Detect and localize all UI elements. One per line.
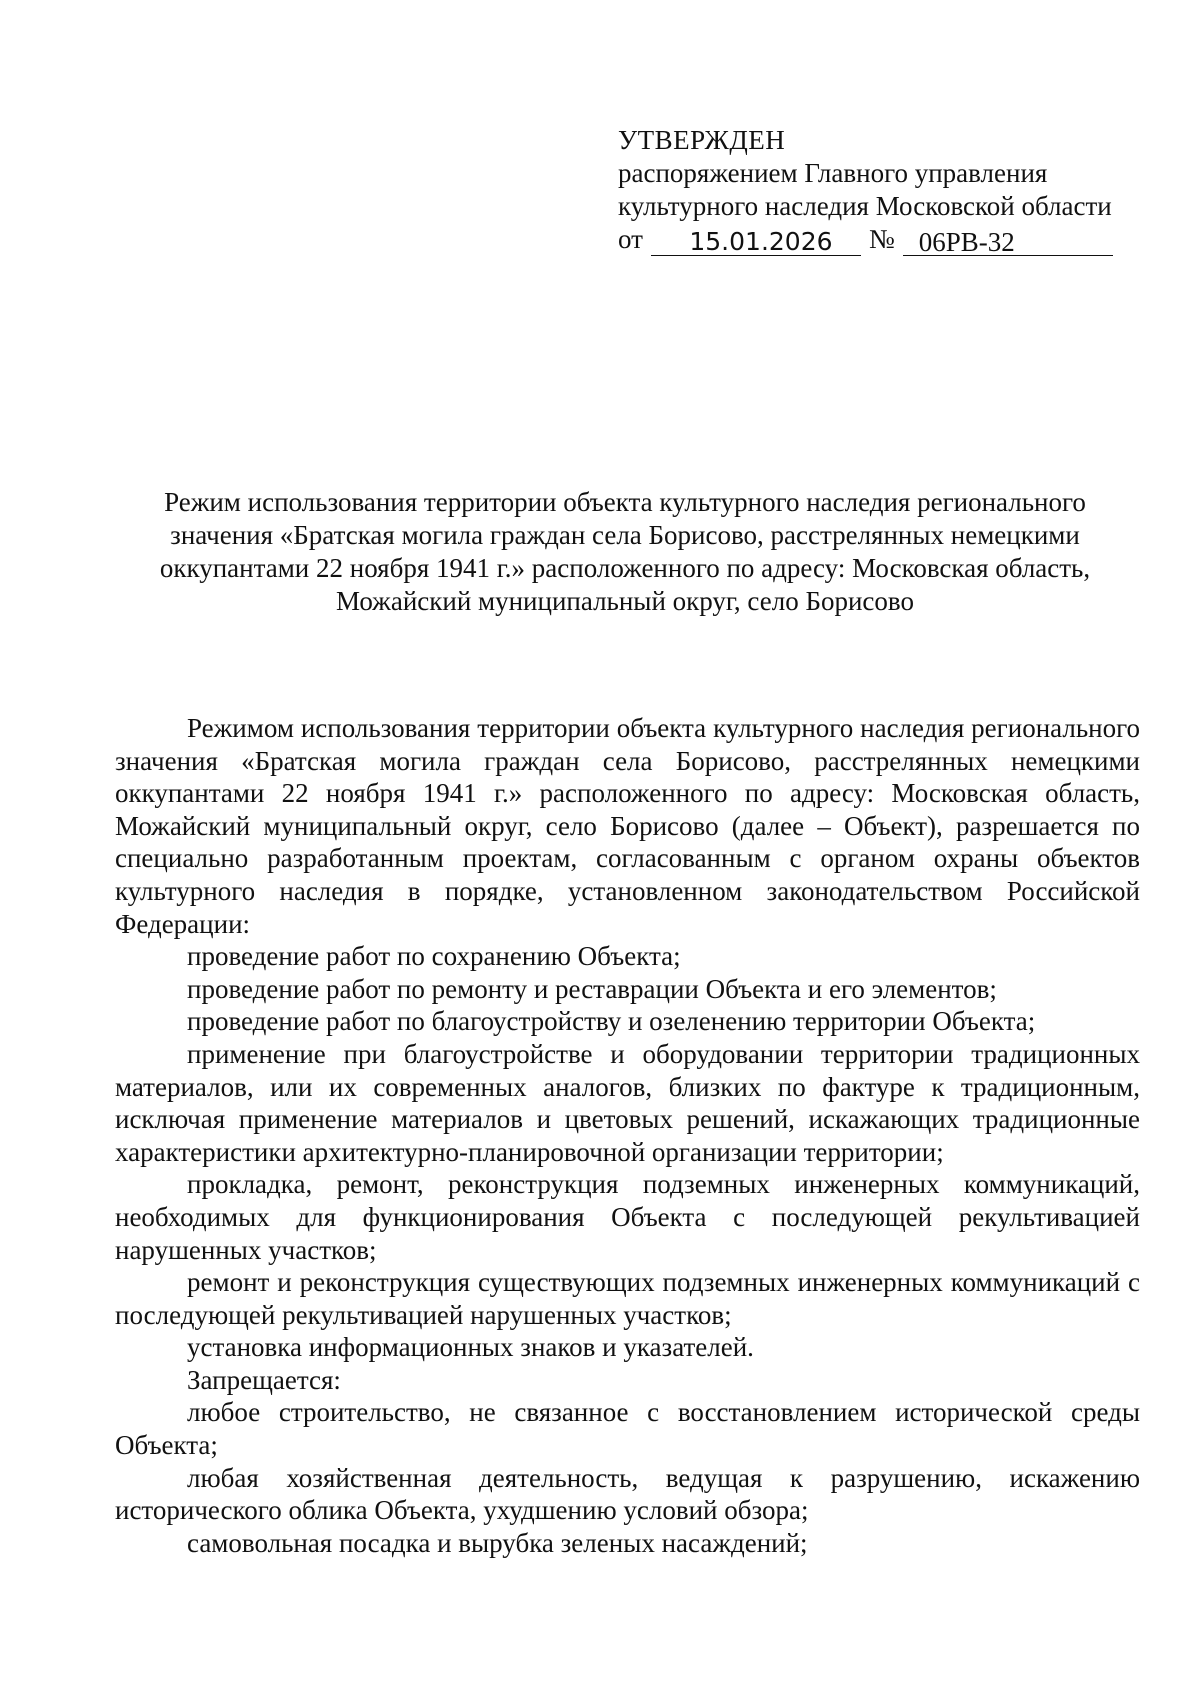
list-item: установка информационных знаков и указателей.	[187, 1332, 754, 1363]
list-item: ремонт и реконструкция существующих подземных инженерных коммуникаций с последующей рекультивацией нарушенных участков;	[115, 1267, 1140, 1330]
approval-block	[618, 124, 1138, 256]
list-item: прокладка, ремонт, реконструкция подземных инженерных коммуникаций, необходимых для функционирования Объекта с последующей рекультивацией нарушенных участков;	[115, 1169, 1140, 1265]
approval-number: 06РВ-32	[903, 229, 1113, 256]
approval-date: 15.01.2026	[651, 229, 861, 256]
list-item: любое строительство, не связанное с восстановлением исторической среды Объекта;	[115, 1397, 1140, 1461]
list-item: самовольная посадка и вырубка зеленых насаждений;	[187, 1527, 808, 1558]
document-title: Режим использования территории объекта культурного наследия регионального значения «Братская могила граждан села Борисово, расстрелянных немецкими оккупантами 22 ноября 1941 г.» расположенного по адресу: Московская область, Можайский муниципальный округ, село Борисово	[159, 487, 1091, 616]
paragraph-intro: Режимом использования территории объекта культурного наследия регионального значения «Братская могила граждан села Борисово, расстрелянных немецкими оккупантами 22 ноября 1941 г.» расположенного по адресу: Московская область, Можайский муниципальный округ, село Борисово (далее – Объект), разрешается по специально разработанным проектам, согласованным с органом охраны объектов культурного наследия в порядке, установленном законодательством Российской Федерации:	[115, 713, 1140, 939]
number-prefix: №	[868, 224, 895, 254]
document-body	[115, 712, 1140, 1559]
list-item: любая хозяйственная деятельность, ведущая к разрушению, искажению исторического облика Объекта, ухудшению условий обзора;	[115, 1462, 1140, 1526]
approval-line-2: культурного наследия Московской области	[618, 191, 1112, 221]
list-item: проведение работ по благоустройству и озеленению территории Объекта;	[187, 1006, 1036, 1037]
list-item: проведение работ по ремонту и реставрации Объекта и его элементов;	[187, 973, 997, 1004]
prohibited-heading: Запрещается:	[187, 1364, 341, 1395]
date-prefix: от	[618, 224, 643, 254]
approval-heading: УТВЕРЖДЕН	[618, 125, 786, 155]
approval-date-line	[618, 223, 1138, 256]
list-item: применение при благоустройстве и оборудовании территории традиционных материалов, или их современных аналогов, близких по фактуре к традиционным, исключая применение материалов и цветовых решений, искажающих традиционные характеристики архитектурно-планировочной организации территории;	[115, 1038, 1140, 1167]
approval-line-1: распоряжением Главного управления	[618, 158, 1048, 188]
list-item: проведение работ по сохранению Объекта;	[187, 941, 681, 972]
